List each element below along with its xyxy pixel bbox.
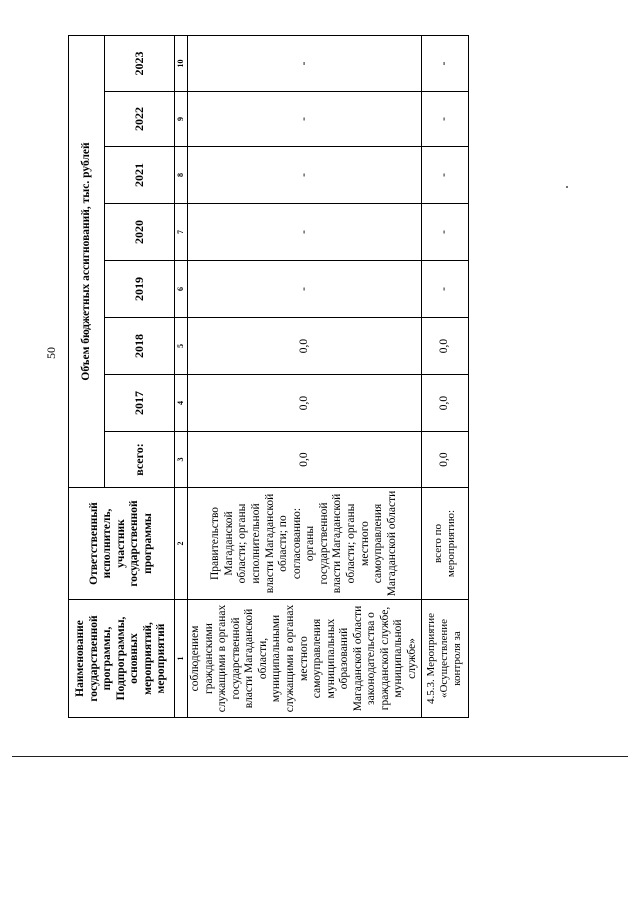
row-value: 0,0 <box>188 318 422 375</box>
row-value: 0,0 <box>188 432 422 488</box>
row-value: - <box>188 36 422 92</box>
header-year: 2023 <box>105 36 175 92</box>
row-value: - <box>188 204 422 261</box>
row-value: - <box>188 147 422 204</box>
table-row <box>421 36 468 718</box>
column-number: 9 <box>175 92 188 147</box>
header-year: 2022 <box>105 92 175 147</box>
header-year: 2017 <box>105 375 175 432</box>
column-number: 4 <box>175 375 188 432</box>
budget-table <box>68 35 469 718</box>
column-number: 2 <box>175 488 188 600</box>
table-row <box>188 36 422 718</box>
header-executor: Ответственный исполнитель, участник государственной программы <box>69 488 175 600</box>
header-budget: Объем бюджетных ассигнований, тыс. рублей <box>69 36 105 488</box>
column-number: 6 <box>175 261 188 318</box>
row-value: 0,0 <box>421 432 468 488</box>
row-executor: Правительство Магаданской области; органы исполнительной власти Магаданской области; по согласованию: органы государственной власти Магаданской области; органы местного самоуправления Магаданской области <box>188 488 422 600</box>
column-number: 5 <box>175 318 188 375</box>
column-number: 3 <box>175 432 188 488</box>
row-value: 0,0 <box>421 318 468 375</box>
header-total: всего: <box>105 432 175 488</box>
column-number: 10 <box>175 36 188 92</box>
bottom-rule <box>12 756 628 757</box>
row-value: - <box>188 261 422 318</box>
budget-table-rotated <box>68 36 464 718</box>
row-value: - <box>421 147 468 204</box>
header-year: 2019 <box>105 261 175 318</box>
page-number: 50 <box>44 347 58 359</box>
header-year: 2021 <box>105 147 175 204</box>
row-value: - <box>421 92 468 147</box>
header-name: Наименование государственной программы, Подпрограммы, основных мероприятий, мероприятий <box>69 600 175 718</box>
header-year: 2020 <box>105 204 175 261</box>
row-value: 0,0 <box>188 375 422 432</box>
scan-artifact-dot <box>566 186 568 188</box>
column-number: 1 <box>175 600 188 718</box>
row-value: - <box>188 92 422 147</box>
row-value: - <box>421 36 468 92</box>
row-executor: всего по мероприятию: <box>421 488 468 600</box>
column-number: 7 <box>175 204 188 261</box>
column-number: 8 <box>175 147 188 204</box>
row-name: 4.5.3. Мероприятие «Осуществление контроля за <box>421 600 468 718</box>
row-value: - <box>421 204 468 261</box>
row-value: - <box>421 261 468 318</box>
header-year: 2018 <box>105 318 175 375</box>
row-value: 0,0 <box>421 375 468 432</box>
row-name: соблюдением гражданскими служащими в органах государственной власти Магаданской области, муниципальными служащими в органах местного самоуправления муниципальных образований Магаданской области законодательства о гражданской службе, муниципальной службе» <box>188 600 422 718</box>
